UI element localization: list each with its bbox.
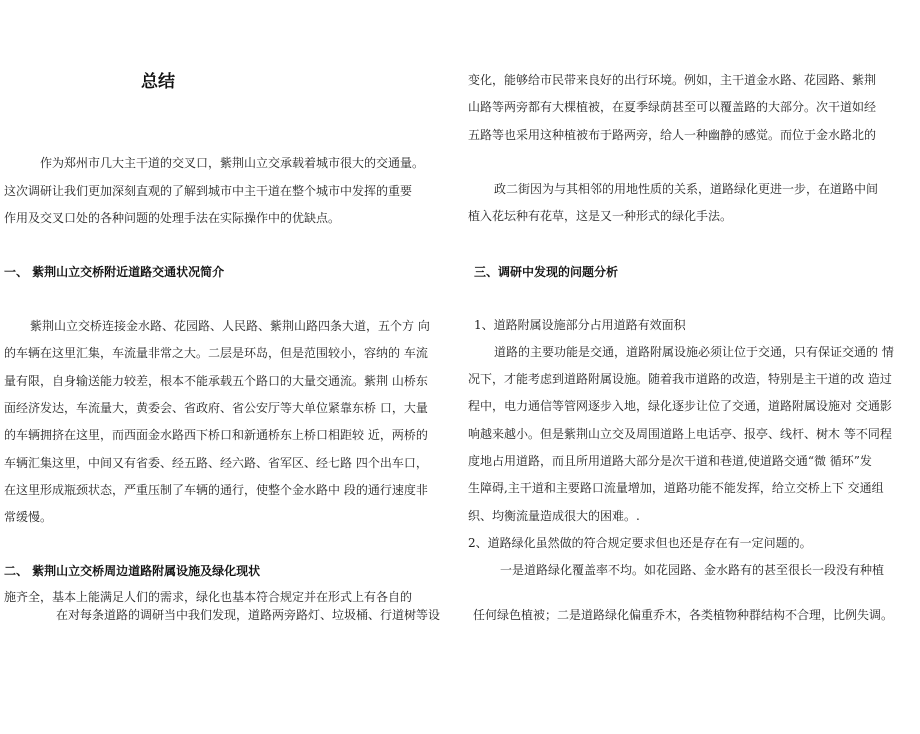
section-1-line: 的车辆在这里汇集，车流量非常之大。二层是环岛，但是范围较小，容纳的 车流 — [4, 346, 428, 360]
section-2-line: 施齐全，基本上能满足人们的需求，绿化也基本符合规定并在形式上有各自的 — [4, 590, 413, 604]
page-title: 总结 — [141, 72, 175, 92]
right-line: 植入花坛种有花草，这是又一种形式的绿化手法。 — [468, 209, 733, 223]
intro-line: 作用及交叉口处的各种问题的处理手法在实际操作中的优缺点。 — [4, 211, 341, 225]
section-1-line: 在这里形成瓶颈状态，严重压制了车辆的通行，使整个金水路中 段的通行速度非 — [4, 483, 428, 497]
section-1-line: 的车辆拥挤在这里，而西面金水路西下桥口和新通桥东上桥口相距较 近，两桥的 — [4, 428, 428, 442]
intro-line: 作为郑州市几大主干道的交叉口，紫荆山立交承载着城市很大的交通量。 — [40, 156, 425, 170]
right-line: 五路等也采用这种植被布于路两旁，给人一种幽静的感觉。而位于金水路北的 — [468, 128, 877, 142]
section-3-line: 程中，电力通信等管网逐步入地，绿化逐步让位了交通，道路附属设施对 交通影 — [468, 399, 892, 413]
section-1-line: 面经济发达，车流量大，黄委会、省政府、省公安厅等大单位紧靠东桥 口，大量 — [4, 401, 428, 415]
section-3-item-1-title: 1、道路附属设施部分占用道路有效面积 — [474, 318, 686, 332]
section-1-line: 车辆汇集这里，中间又有省委、经五路、经六路、省军区、经七路 四个出车口， — [4, 456, 428, 470]
section-3-line: 况下，才能考虑到道路附属设施。随着我市道路的改造，特别是主干道的改 造过 — [468, 372, 892, 386]
section-2-heading: 二、 紫荆山立交桥周边道路附属设施及绿化现状 — [4, 564, 261, 578]
section-2-line: 在对每条道路的调研当中我们发现，道路两旁路灯、垃圾桶、行道树等设 — [56, 608, 441, 622]
section-3-line: 任何绿色植被；二是道路绿化偏重乔木，各类植物种群结构不合理，比例失调。 — [473, 608, 894, 622]
section-3-line: 一是道路绿化覆盖率不均。如花园路、金水路有的甚至很长一段没有种植 — [500, 563, 885, 577]
section-1-heading: 一、 紫荆山立交桥附近道路交通状况简介 — [4, 265, 225, 279]
right-line: 山路等两旁都有大棵植被，在夏季绿荫甚至可以覆盖路的大部分。次干道如经 — [468, 100, 877, 114]
section-3-line: 织、均衡流量造成很大的困难。. — [468, 509, 640, 523]
section-3-line: 生障碍,主干道和主要路口流量增加，道路功能不能发挥，给立交桥上下 交通组 — [468, 481, 884, 495]
right-line: 变化，能够给市民带来良好的出行环境。例如，主干道金水路、花园路、紫荆 — [468, 73, 877, 87]
section-1-line: 量有限，自身输送能力较差，根本不能承载五个路口的大量交通流。紫荆 山桥东 — [4, 374, 428, 388]
section-3-line: 响越来越小。但是紫荆山立交及周围道路上电话亭、报亭、线杆、树木 等不同程 — [468, 427, 892, 441]
section-3-heading: 三、调研中发现的问题分析 — [474, 265, 619, 279]
section-3-line: 道路的主要功能是交通，道路附属设施必须让位于交通，只有保证交通的 情 — [494, 345, 894, 359]
section-1-line: 紫荆山立交桥连接金水路、花园路、人民路、紫荆山路四条大道，五个方 向 — [30, 319, 430, 333]
section-1-line: 常缓慢。 — [4, 510, 53, 524]
section-3-item-2-title: 2、道路绿化虽然做的符合规定要求但也还是存在有一定问题的。 — [468, 536, 812, 550]
intro-line: 这次调研让我们更加深刻直观的了解到城市中主干道在整个城市中发挥的重要 — [4, 184, 413, 198]
right-line: 政二街因为与其相邻的用地性质的关系，道路绿化更进一步，在道路中间 — [494, 182, 879, 196]
section-3-line: 度地占用道路，而且所用道路大部分是次干道和巷道,使道路交通“微 循环”发 — [468, 454, 872, 468]
